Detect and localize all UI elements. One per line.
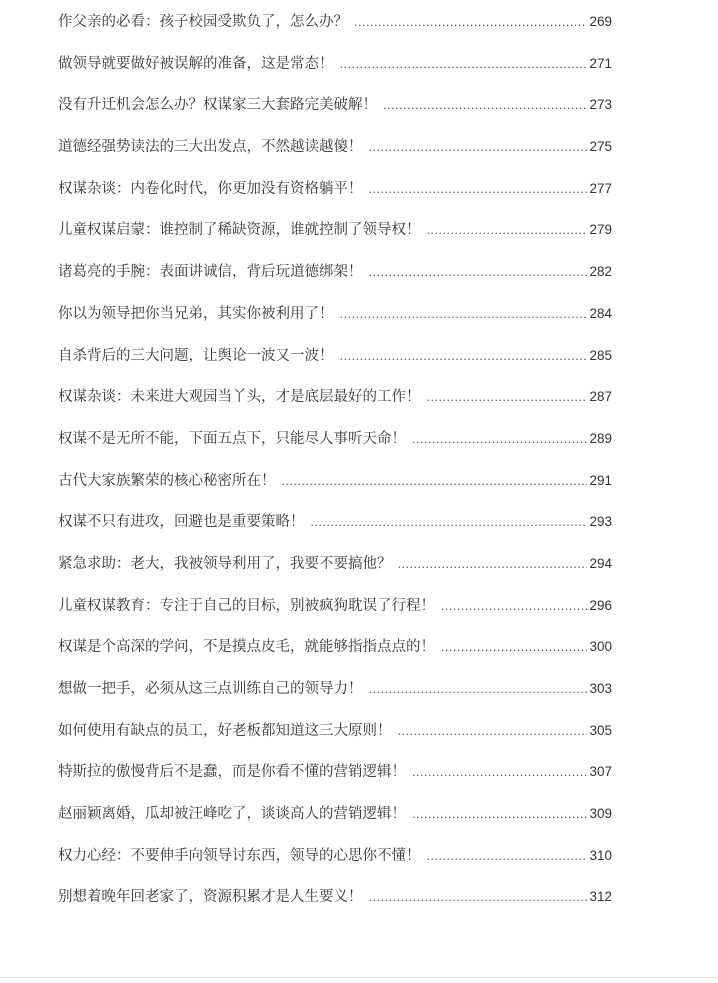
toc-entry-title: 权力心经：不要伸手向领导讨东西，领导的心思你不懂！ — [58, 847, 421, 864]
toc-entry-title: 紧急求助：老大，我被领导利用了，我要不要搞他？ — [58, 555, 392, 572]
toc-entry[interactable] — [58, 460, 612, 502]
page-bottom-divider — [0, 977, 718, 978]
toc-entry-title: 做领导就要做好被误解的准备，这是常态！ — [58, 55, 334, 72]
toc-page-number: 277 — [589, 180, 612, 196]
toc-leader-dots — [398, 544, 588, 586]
toc-entry-title: 如何使用有缺点的员工，好老板都知道这三大原则！ — [58, 722, 392, 739]
toc-leader-dots — [369, 169, 588, 211]
toc-entry[interactable] — [58, 793, 612, 835]
toc-page-number: 300 — [589, 639, 612, 655]
toc-leader-dots — [369, 877, 588, 919]
toc-entry[interactable] — [58, 335, 612, 377]
toc-page-number: 307 — [589, 764, 612, 780]
toc-entry-title: 道德经强势读法的三大出发点，不然越读越傻！ — [58, 139, 363, 156]
toc-entry[interactable] — [58, 84, 612, 126]
toc-entry-title: 诸葛亮的手腕：表面讲诚信，背后玩道德绑架！ — [58, 264, 363, 281]
toc-entry[interactable] — [58, 585, 612, 627]
toc-entry-title: 你以为领导把你当兄弟，其实你被利用了！ — [58, 305, 334, 322]
toc-entry-title: 别想着晚年回老家了，资源积累才是人生要义！ — [58, 889, 363, 906]
toc-leader-dots — [412, 794, 587, 836]
toc-entry[interactable] — [58, 251, 612, 293]
toc-leader-dots — [427, 210, 588, 252]
toc-page-number: 279 — [589, 222, 612, 238]
toc-entry-title: 儿童权谋启蒙：谁控制了稀缺资源，谁就控制了领导权！ — [58, 222, 421, 239]
toc-page-number: 289 — [589, 430, 612, 446]
toc-entry[interactable] — [58, 751, 612, 793]
toc-entry-title: 儿童权谋教育：专注于自己的目标，别被疯狗耽误了行程！ — [58, 597, 435, 614]
toc-entry[interactable] — [58, 626, 612, 668]
toc-leader-dots — [369, 669, 588, 711]
toc-entry[interactable] — [58, 710, 612, 752]
toc-entry[interactable] — [58, 876, 612, 918]
toc-leader-dots — [340, 336, 588, 378]
toc-entry[interactable] — [58, 168, 612, 210]
toc-leader-dots — [282, 461, 588, 503]
toc-page-number: 296 — [589, 597, 612, 613]
toc-page-number: 294 — [589, 555, 612, 571]
toc-entry[interactable] — [58, 126, 612, 168]
toc-entry[interactable] — [58, 543, 612, 585]
toc-entry[interactable] — [58, 376, 612, 418]
toc-page-number: 271 — [589, 55, 612, 71]
toc-leader-dots — [398, 711, 588, 753]
toc-page-number: 312 — [589, 889, 612, 905]
toc-page-number: 269 — [589, 14, 612, 29]
toc-entry-title: 特斯拉的傲慢背后不是蠢，而是你看不懂的营销逻辑！ — [58, 764, 406, 781]
toc-entry[interactable] — [58, 418, 612, 460]
toc-leader-dots — [369, 252, 588, 294]
toc-page-number: 303 — [589, 681, 612, 696]
toc-entry-title: 赵丽颖离婚，瓜却被汪峰吃了，谈谈高人的营销逻辑！ — [58, 806, 406, 823]
toc-page-number: 285 — [589, 347, 612, 363]
toc-leader-dots — [427, 377, 588, 419]
toc-leader-dots — [412, 752, 587, 794]
toc-leader-dots — [441, 627, 587, 669]
toc-entry-title: 自杀背后的三大问题，让舆论一波又一波！ — [58, 347, 334, 364]
toc-entry-title: 权谋不只有进攻，回避也是重要策略！ — [58, 514, 305, 531]
table-of-contents — [58, 0, 612, 918]
toc-page-number: 310 — [589, 847, 612, 863]
toc-entry[interactable] — [58, 668, 612, 710]
toc-entry-title: 权谋杂谈：未来进大观园当丫头，才是底层最好的工作！ — [58, 389, 421, 406]
toc-page-number: 273 — [589, 97, 612, 113]
toc-leader-dots — [354, 2, 587, 44]
toc-entry[interactable] — [58, 835, 612, 877]
toc-entry[interactable] — [58, 43, 612, 85]
toc-leader-dots — [340, 294, 588, 336]
toc-entry-title: 古代大家族繁荣的核心秘密所在！ — [58, 472, 276, 489]
toc-page-number: 282 — [589, 264, 612, 280]
toc-entry[interactable] — [58, 209, 612, 251]
toc-page-number: 305 — [589, 722, 612, 738]
toc-page-number: 309 — [589, 806, 612, 822]
toc-entry[interactable] — [58, 293, 612, 335]
toc-leader-dots — [311, 502, 588, 544]
toc-leader-dots — [340, 44, 588, 86]
toc-entry-title: 权谋杂谈：内卷化时代，你更加没有资格躺平！ — [58, 180, 363, 197]
toc-leader-dots — [383, 85, 587, 127]
toc-leader-dots — [369, 127, 588, 169]
toc-page-number: 275 — [589, 139, 612, 155]
toc-entry-title: 没有升迁机会怎么办？权谋家三大套路完美破解！ — [58, 97, 377, 114]
toc-page-number: 291 — [589, 472, 612, 488]
toc-entry[interactable] — [58, 1, 612, 43]
toc-page-number: 287 — [589, 389, 612, 405]
toc-leader-dots — [441, 586, 587, 628]
toc-entry-title: 想做一把手，必须从这三点训练自己的领导力！ — [58, 681, 363, 697]
toc-page-number: 284 — [589, 305, 612, 321]
toc-entry-title: 作父亲的必看：孩子校园受欺负了，怎么办？ — [58, 14, 348, 30]
toc-leader-dots — [427, 836, 588, 878]
toc-page-number: 293 — [589, 514, 612, 530]
toc-leader-dots — [412, 419, 587, 461]
toc-entry-title: 权谋是个高深的学问，不是摸点皮毛，就能够指指点点的！ — [58, 639, 435, 656]
toc-entry-title: 权谋不是无所不能，下面五点下，只能尽人事听天命！ — [58, 430, 406, 447]
toc-entry[interactable] — [58, 501, 612, 543]
